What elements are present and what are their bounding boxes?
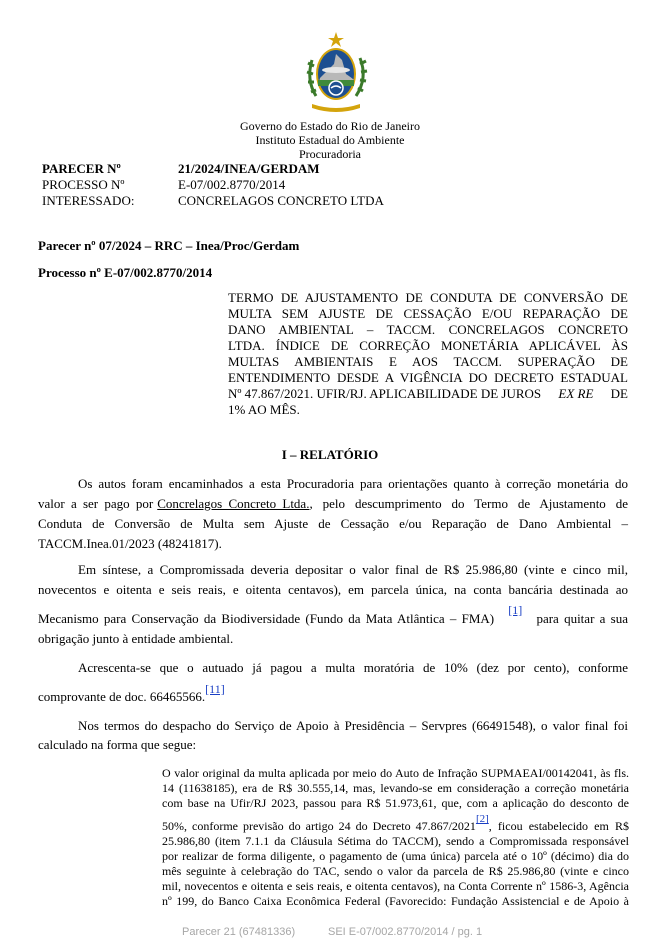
coat-of-arms-logo	[298, 30, 374, 115]
paragraph-line: calculado na forma que segue:	[38, 737, 197, 752]
ementa-line: ENTENDIMENTO DESDE A VIGÊNCIA DO DECRETO ESTADUAL	[228, 370, 628, 385]
parecer-value: 21/2024/INEA/GERDAM	[178, 161, 320, 176]
paragraph-text: valor a ser pago por	[38, 496, 154, 511]
section-title: I – RELATÓRIO	[281, 447, 379, 462]
quote-line: 14 (11638185), era de R$ 30.555,14, mas, levando-se em consideração a correção monetária	[162, 781, 629, 795]
quote-line	[162, 813, 629, 833]
quote-line: 25.986,80 (item 7.1.1 da Cláusula Sétima do TACCM), sendo a Compromissada responsável	[162, 834, 629, 848]
paragraph-text: para quitar a sua	[536, 611, 628, 626]
paragraph-line: Acrescenta-se que o autuado já pagou a multa moratória de 10% (dez por cento), conforme	[78, 660, 628, 675]
ementa-line: MULTAS AMBIENTAIS E AOS TACCM. SUPERAÇÃO DE	[228, 354, 628, 369]
quote-line: mil, novecentos e oitenta e seis reais, e oitenta centavos), na Conta Corrente nº 1586-3, Agência	[162, 879, 629, 893]
quote-line: O valor original da multa aplicada por meio do Auto de Infração SUPMAEAI/00142041, às fls.	[162, 766, 629, 780]
interessado-value: CONCRELAGOS CONCRETO LTDA	[178, 193, 384, 208]
paragraph-line: Em síntese, a Compromissada deveria depositar o valor final de R$ 25.986,80 (vinte e cinco mil,	[78, 562, 628, 577]
footer-page-info: SEI E-07/002.8770/2014 / pg. 1	[328, 926, 483, 938]
ementa-line: TERMO DE AJUSTAMENTO DE CONDUTA DE CONVERSÃO DE	[228, 290, 628, 305]
processo-value: E-07/002.8770/2014	[178, 177, 286, 192]
paragraph-text: comprovante de doc. 66465566.	[38, 689, 206, 704]
paragraph-line: Nos termos do despacho do Serviço de Apoio à Presidência – Servpres (66491548), o valor final foi	[78, 718, 628, 733]
ementa-line: 1% AO MÊS.	[228, 402, 300, 417]
quote-text: , ficou estabelecido em R$	[488, 819, 629, 833]
ementa-line: LTDA. ÍNDICE DE CORREÇÃO MONETÁRIA APLICÁVEL ÀS	[228, 338, 628, 353]
footnote-link-1[interactable]: [1]	[508, 603, 523, 617]
paragraph-text: Mecanismo para Conservação da Biodiversidade (Fundo da Mata Atlântica – FMA)	[38, 611, 495, 626]
quote-line: com base na Ufir/RJ 2023, passou para R$ 51.973,61, que, com a aplicação do desconto de	[162, 796, 629, 810]
ementa-line-end: DE	[610, 386, 628, 401]
ementa-line	[228, 386, 628, 401]
paragraph-line: obrigação junto à entidade ambiental.	[38, 631, 234, 646]
processo-label: PROCESSO Nº	[42, 177, 125, 192]
paragraph-segment	[153, 496, 628, 511]
processo-reference: Processo nº E-07/002.8770/2014	[38, 265, 213, 280]
quote-line: mês seguinte à celebração do TAC, sendo o valor da parcela de R$ 25.986,80 (vinte e cinco	[162, 864, 629, 878]
paragraph-line	[38, 603, 628, 626]
paragraph-text: , pelo descumprimento do Termo de Ajustamento de	[309, 496, 628, 511]
footnote-link-2[interactable]: [2]	[475, 813, 489, 825]
interessado-label: INTERESSADO:	[42, 193, 135, 208]
paragraph-line: Os autos foram encaminhados a esta Procuradoria para orientações quanto à correção monetária do	[78, 476, 628, 491]
parecer-label: PARECER Nº	[42, 161, 121, 176]
ementa-line: DANO AMBIENTAL – TACCM. CONCRELAGOS CONCRETO	[228, 322, 628, 337]
header-department: Procuradoria	[299, 147, 361, 161]
parecer-reference: Parecer nº 07/2024 – RRC – Inea/Proc/Gerdam	[38, 238, 300, 253]
quote-line: nº 199, do Banco Caixa Econômica Federal (Favorecido: Fundação Assistencial e de Apoio à	[162, 894, 629, 908]
ementa-line: MULTA SEM AJUSTE DE CESSAÇÃO E/OU REPARAÇÃO DE	[228, 306, 628, 321]
header-institute: Instituto Estadual do Ambiente	[255, 133, 405, 147]
quote-line: por realizar de forma diligente, o pagamento de (uma única) parcela até o 10º (décimo) dia do	[162, 849, 629, 863]
company-name-link[interactable]: Concrelagos Concreto Ltda.	[157, 496, 310, 511]
ementa-line-text: Nº 47.867/2021. UFIR/RJ. APLICABILIDADE DE JUROS	[228, 386, 542, 401]
ementa-line-italic: EX RE	[558, 386, 594, 401]
header-government: Governo do Estado do Rio de Janeiro	[240, 119, 420, 133]
paragraph-line: TACCM.Inea.01/2023 (48241817).	[38, 536, 222, 551]
paragraph-line	[38, 496, 628, 511]
paragraph-line	[38, 682, 225, 705]
footer-document-id: Parecer 21 (67481336)	[182, 926, 296, 938]
paragraph-line: Conduta de Conversão de Multa sem Ajuste de Cessação e/ou Reparação de Dano Ambiental –	[38, 516, 628, 531]
quote-text: 50%, conforme previsão do artigo 24 do Decreto 47.867/2021	[162, 819, 476, 833]
footnote-link-11[interactable]: [11]	[205, 682, 225, 696]
paragraph-line: novecentos e oitenta e seis reais, e oitenta centavos), em parcela única, na conta bancária destinada ao	[38, 582, 628, 597]
